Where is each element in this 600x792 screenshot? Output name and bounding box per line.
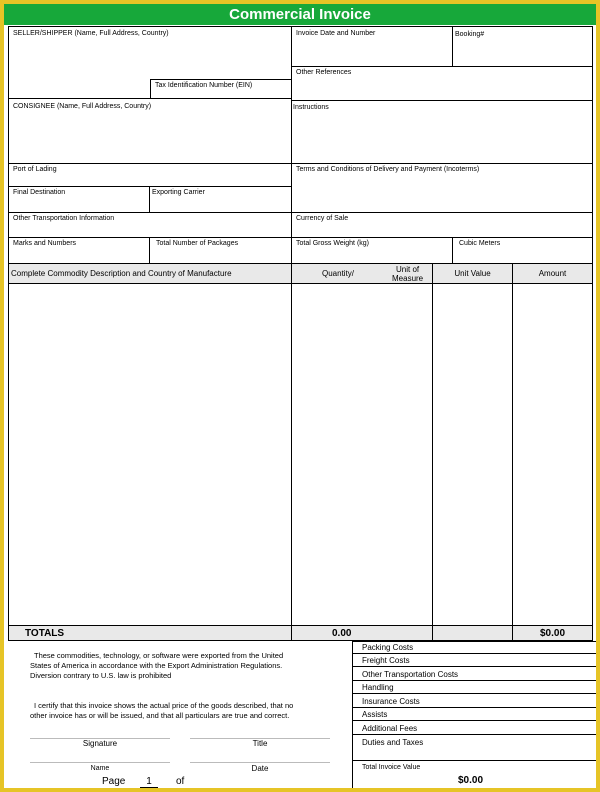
currency-of-sale-label: Currency of Sale xyxy=(296,215,349,222)
booking-label: Booking# xyxy=(455,31,485,38)
date-line[interactable] xyxy=(190,762,330,763)
totals-label-cell xyxy=(8,625,292,641)
page-of-label: of xyxy=(176,776,185,787)
title-label: Title xyxy=(252,739,268,748)
totals-label: TOTALS xyxy=(25,628,65,639)
unit-value-header-label: Unit Value xyxy=(454,269,491,278)
other-references-label: Other References xyxy=(296,69,352,76)
currency-of-sale-box[interactable] xyxy=(291,212,593,238)
total-packages-box[interactable] xyxy=(149,237,292,264)
amount-column[interactable] xyxy=(512,283,593,626)
totals-amount-cell xyxy=(512,625,593,641)
page-number[interactable]: 1 xyxy=(140,776,158,788)
consignee-box[interactable] xyxy=(8,98,292,164)
assists-row[interactable] xyxy=(352,708,596,721)
instructions-box[interactable] xyxy=(291,100,593,164)
page-title: Commercial Invoice xyxy=(4,4,596,25)
total-gross-weight-box[interactable] xyxy=(291,237,453,264)
duties-taxes-row[interactable] xyxy=(352,736,596,761)
handling-row[interactable] xyxy=(352,681,596,694)
port-of-lading-label: Port of Lading xyxy=(13,166,57,173)
signature-label: Signature xyxy=(82,739,118,748)
additional-fees-label: Additional Fees xyxy=(362,724,418,733)
description-header-label: Complete Commodity Description and Country of Manufacture xyxy=(11,269,232,278)
freight-costs-label: Freight Costs xyxy=(362,656,410,665)
terms-label: Terms and Conditions of Delivery and Payment (Incoterms) xyxy=(296,166,480,173)
name-line[interactable] xyxy=(30,762,170,763)
marks-numbers-label: Marks and Numbers xyxy=(13,240,77,247)
invoice-date-number-label: Invoice Date and Number xyxy=(296,30,376,37)
insurance-costs-row[interactable] xyxy=(352,695,596,708)
totals-quantity-cell xyxy=(291,625,433,641)
packing-costs-label: Packing Costs xyxy=(362,643,414,652)
insurance-costs-label: Insurance Costs xyxy=(362,697,420,706)
packing-costs-row[interactable] xyxy=(352,641,596,654)
other-transport-info-box[interactable] xyxy=(8,212,292,238)
terms-box[interactable] xyxy=(291,163,593,213)
quantity-header xyxy=(291,263,433,284)
total-gross-weight-label: Total Gross Weight (kg) xyxy=(296,240,370,247)
cubic-meters-box[interactable] xyxy=(452,237,593,264)
export-notice-line2: States of America in accordance with the Export Administration Regulations. xyxy=(30,661,283,670)
marks-numbers-box[interactable] xyxy=(8,237,150,264)
quantity-column[interactable] xyxy=(291,283,433,626)
page-label: Page xyxy=(102,776,126,787)
tax-id-box[interactable] xyxy=(150,79,292,99)
assists-label: Assists xyxy=(362,710,388,719)
total-invoice-value: $0.00 xyxy=(458,775,484,786)
quantity-header-label: Quantity/ xyxy=(322,269,355,278)
unit-measure-header-line1: Unit of xyxy=(396,265,420,274)
additional-fees-row[interactable] xyxy=(352,722,596,735)
unit-value-column[interactable] xyxy=(432,283,513,626)
date-label: Date xyxy=(251,764,269,773)
totals-amount: $0.00 xyxy=(540,628,566,639)
description-header xyxy=(8,263,292,284)
totals-unit-value-cell xyxy=(432,625,513,641)
export-notice-line3: Diversion contrary to U.S. law is prohibited xyxy=(30,671,172,680)
other-transport-costs-row[interactable] xyxy=(352,668,596,681)
exporting-carrier-label: Exporting Carrier xyxy=(152,189,205,196)
export-notice-line1: These commodities, technology, or software were exported from the United xyxy=(34,651,284,660)
instructions-label: Instructions xyxy=(293,104,329,111)
exporting-carrier-box[interactable] xyxy=(149,186,292,213)
final-destination-box[interactable] xyxy=(8,186,150,213)
duties-taxes-label: Duties and Taxes xyxy=(362,738,424,747)
cubic-meters-label: Cubic Meters xyxy=(459,240,501,247)
total-packages-label: Total Number of Packages xyxy=(156,240,239,247)
consignee-label: CONSIGNEE (Name, Full Address, Country) xyxy=(13,103,152,110)
unit-measure-header-line2: Measure xyxy=(392,274,424,283)
tax-id-label: Tax Identification Number (EIN) xyxy=(155,82,253,89)
description-column[interactable] xyxy=(8,283,292,626)
booking-box[interactable] xyxy=(452,26,593,67)
seller-shipper-label: SELLER/SHIPPER (Name, Full Address, Country) xyxy=(13,30,169,37)
port-of-lading-box[interactable] xyxy=(8,163,292,187)
certify-line1: I certify that this invoice shows the actual price of the goods described, that no xyxy=(34,701,294,710)
totals-quantity: 0.00 xyxy=(332,628,352,639)
amount-header xyxy=(512,263,593,284)
certify-line2: other invoice has or will be issued, and that all particulars are true and correct. xyxy=(30,711,290,720)
freight-costs-row[interactable] xyxy=(352,654,596,667)
final-destination-label: Final Destination xyxy=(13,189,66,196)
other-transport-costs-label: Other Transportation Costs xyxy=(362,670,459,679)
other-references-box[interactable] xyxy=(291,66,593,101)
amount-header-label: Amount xyxy=(538,269,567,278)
other-transport-info-label: Other Transportation Information xyxy=(13,215,115,222)
invoice-date-number-box[interactable] xyxy=(291,26,453,67)
handling-label: Handling xyxy=(362,683,394,692)
name-label: Name xyxy=(90,765,110,772)
total-invoice-value-label: Total Invoice Value xyxy=(362,764,421,771)
unit-value-header xyxy=(432,263,513,284)
